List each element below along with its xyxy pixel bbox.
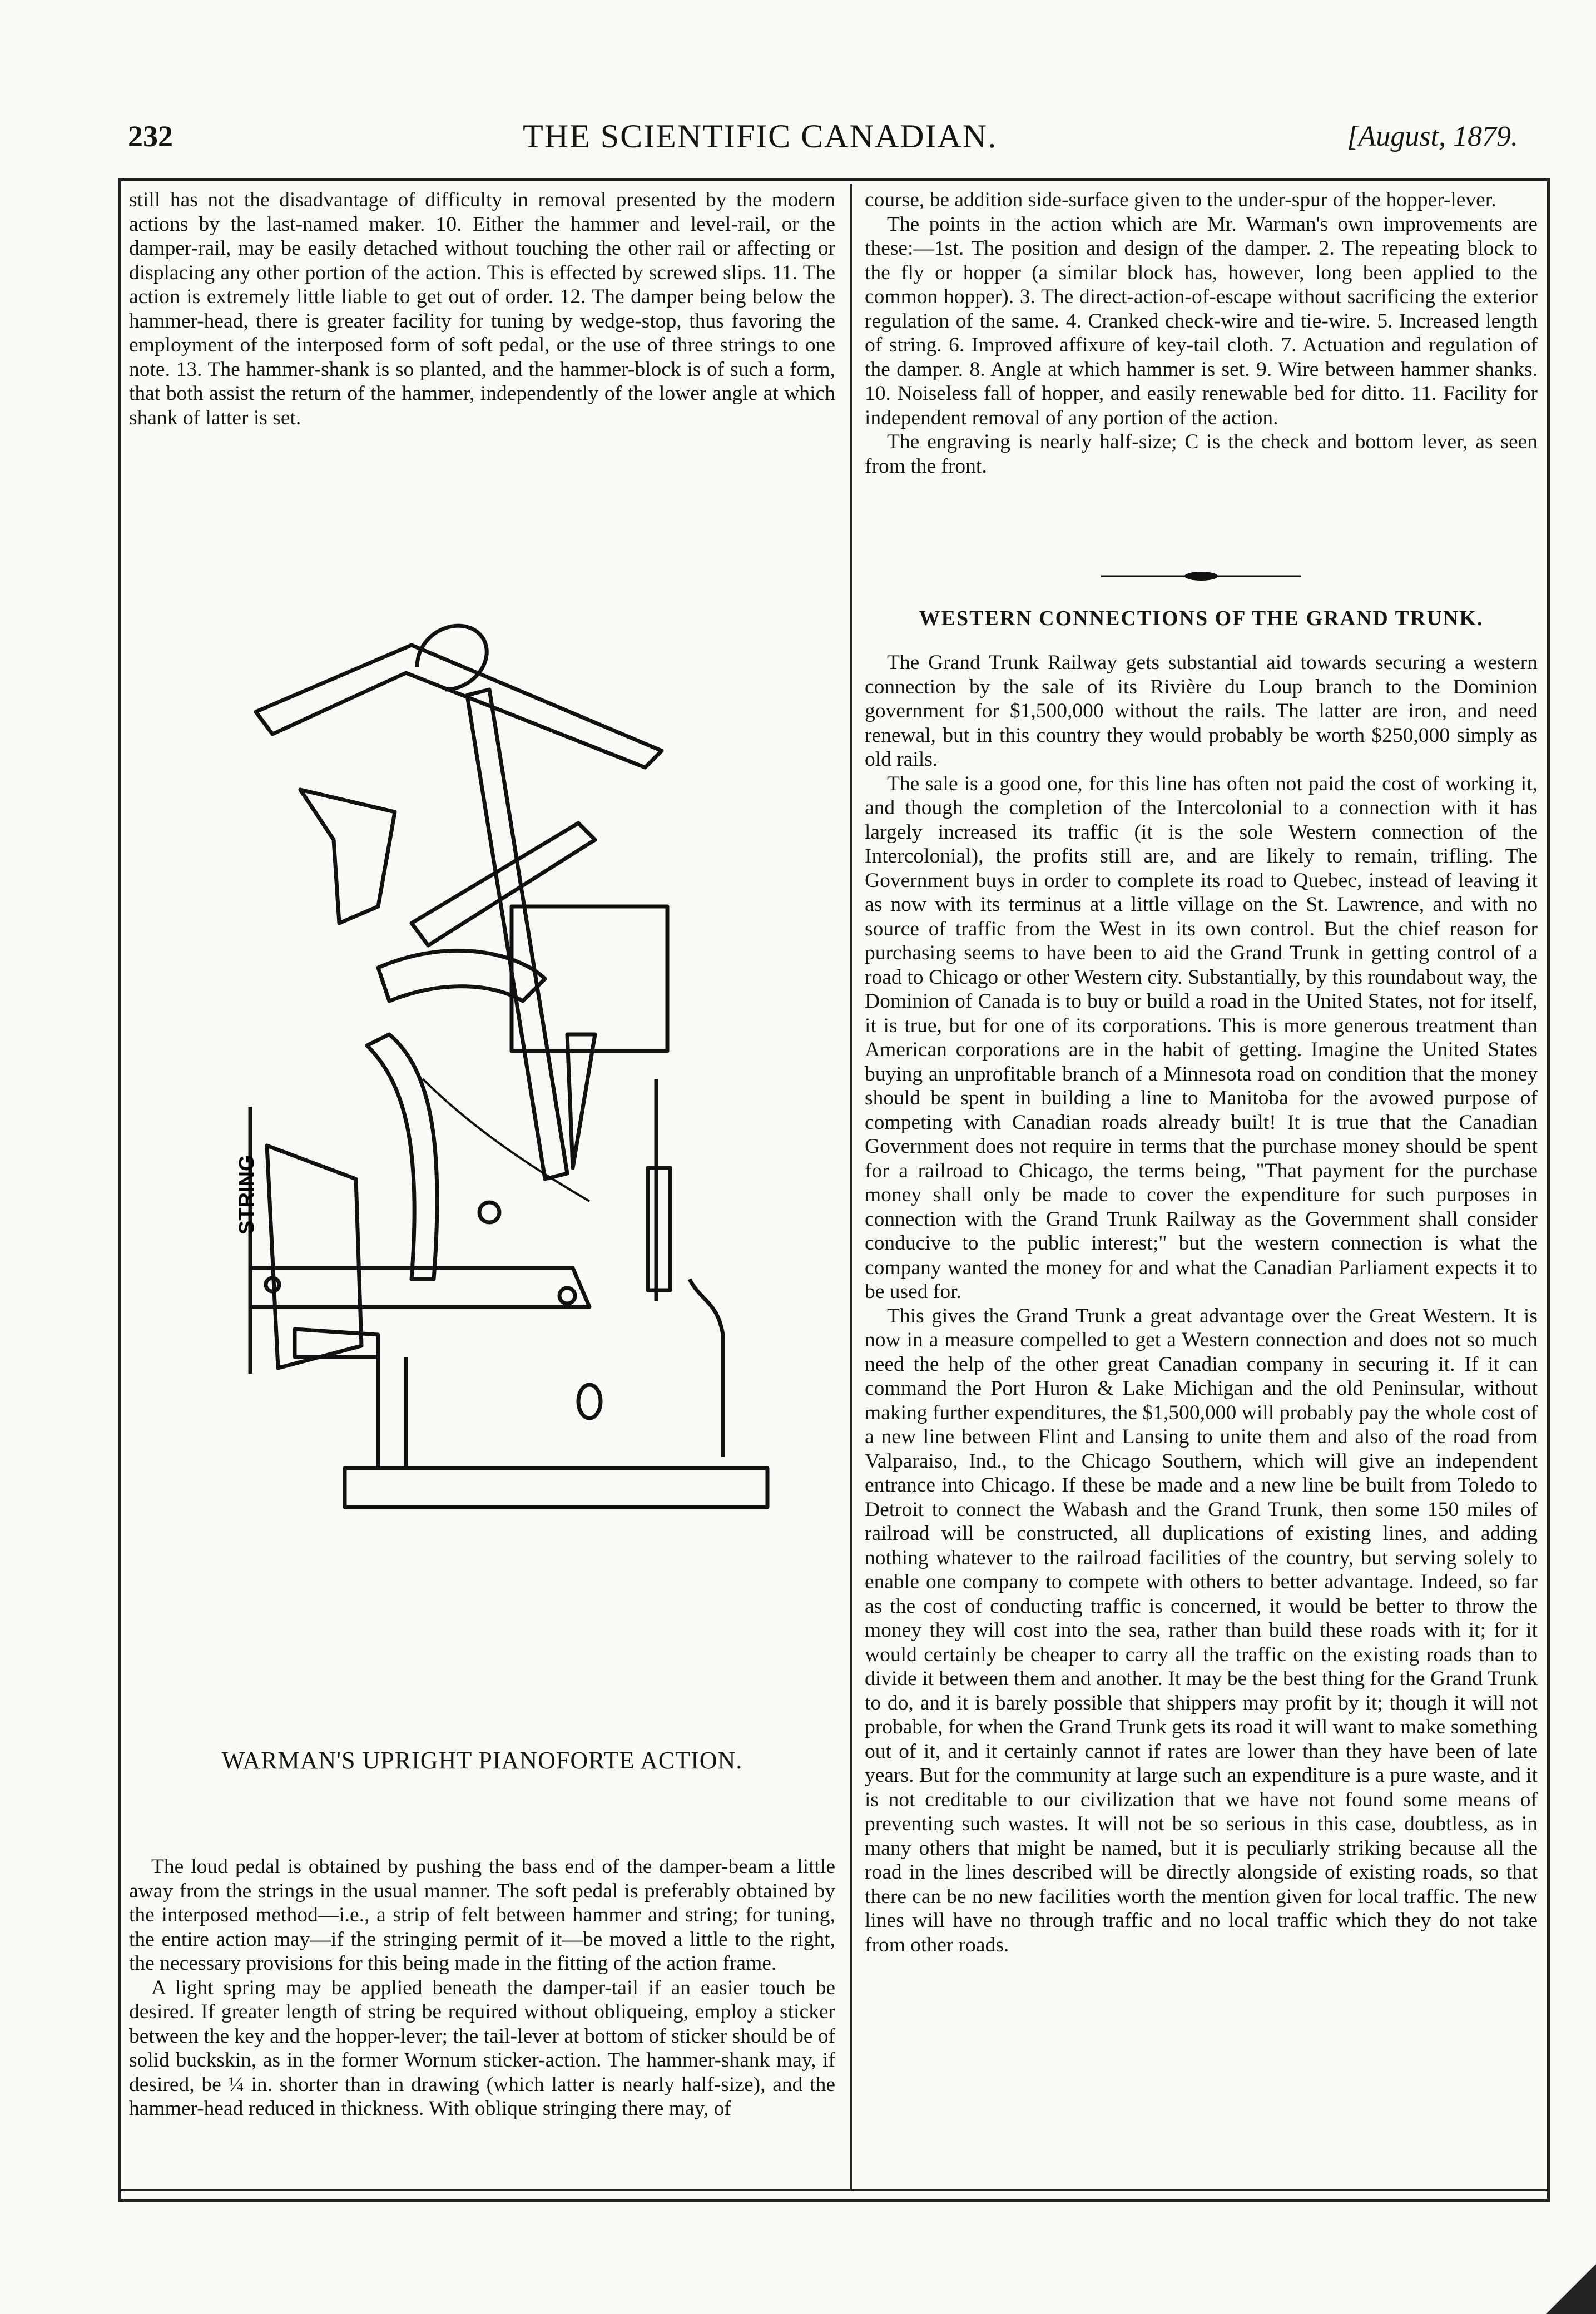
column-divider [850, 184, 852, 2191]
paragraph: still has not the disadvantage of difficulty in removal presented by the modern actions by the last-named maker. 10. Either the hammer and level-rail, or the damper-rail, may be easily detached without touching the other rail or affecting or displacing any other portion of the action. This is effected by screwed slips. 11. The action is extremely little liable to get out of order. 12. The damper being below the hammer-head, there is greater facility for tuning by wedge-stop, thus favoring the employment of the interposed form of soft pedal, or the use of three strings to one note. 13. The hammer-shank is so planted, and the hammer-block is of such a form, that both assist the return of the hammer, independently of the lower angle at which shank of latter is set. [129, 189, 835, 429]
page-header [128, 111, 1518, 161]
damper-dart [567, 1034, 595, 1168]
action-rail [250, 1268, 589, 1307]
hammer-shank [467, 690, 567, 1179]
paragraph: A light spring may be applied beneath the damper-tail if an easier touch be desired. If greater length of string be required without obliqueing, employ a sticker between the key and the hopper-lever; the tail-lever at bottom of sticker should be of solid buckskin, as in the former Wornum sticker-action. The hammer-shank may, if desired, be ¼ in. shorter than in drawing (which latter is nearly half-size), and the hammer-head reduced in thickness. With oblique stringing there may, of [129, 1976, 835, 2120]
pianoforte-action-engraving [234, 578, 790, 1518]
curved-support [367, 1034, 437, 1279]
right-column-top-text [865, 188, 1538, 478]
paragraph: This gives the Grand Trunk a great advantage over the Great Western. It is now in a measure compelled to get a Western connection and does not so much need the help of the other great Canadian company in securing it. If it can command the Port Huron & Lake Michigan and the old Peninsular, without making further expenditures, the $1,500,000 will probably pay the whole cost of a new line between Flint and Lansing to unite them and also of the road from Valparaiso, Ind., to the Chicago Southern, which will give an independent entrance into Chicago. If these be made and a new line be built from Toledo to Detroit to connect the Wabash and the Grand Trunk, then some 150 miles of railroad will be constructed, all duplications of existing lines, and adding nothing whatever to the railroad facilities of the country, but serving solely to enable one company to compete with others to better advantage. Indeed, so far as the cost of conducting traffic is concerned, it would be better to throw the money they will cost into the sea, rather than build these roads with it; for it would certainly be cheaper to carry all the traffic on the existing roads than to divide it between them and another. It may be the best thing for the Grand Trunk to do, and it is barely possible that shippers may profit by it; though it will not probable, for when the Grand Trunk gets its road it will want to make something out of it, and it certainly cannot if rates are lower than they have been of late years. But for the community at large such an expenditure is a pure waste, and it is not creditable to our civilization that we have not found some means of preventing such wastes. It will not be so serious in this case, doubtless, as in many others that might be named, but it is peculiarly striking because all the road in the lines described will be directly alongside of existing roads, so that there can be no new facilities worth the mention given for local traffic. The new lines will have no through traffic and no local traffic which they do not take from other roads. [865, 1304, 1538, 1956]
base-block [345, 1468, 767, 1507]
tie-wire [690, 1279, 723, 1457]
frame-bottom-rule [121, 2189, 1547, 2191]
page-number: 232 [128, 120, 173, 153]
paragraph: The loud pedal is obtained by pushing the bass end of the damper-beam a little away from the strings in the usual manner. The soft pedal is preferably obtained by the interposed method—i.e., a strip of felt between hammer and string; for tuning, the entire action may—if the stringing permit of it—be moved a little to the right, the necessary provisions for this being made in the fitting of the action frame. [129, 1855, 835, 1975]
section-heading: WESTERN CONNECTIONS OF THE GRAND TRUNK. [919, 607, 1484, 630]
journal-title: THE SCIENTIFIC CANADIAN. [523, 117, 998, 155]
right-column-article-text [865, 651, 1538, 1957]
check-block [300, 790, 395, 923]
spring-wire [423, 1079, 589, 1201]
pivot-screw [559, 1288, 575, 1304]
figure-caption: WARMAN'S UPRIGHT PIANOFORTE ACTION. [221, 1747, 743, 1774]
paragraph: The engraving is nearly half-size; C is the check and bottom lever, as seen from the front. [865, 430, 1538, 478]
paragraph: course, be addition side-surface given to the under-spur of the hopper-lever. [865, 189, 1496, 211]
paragraph: The Grand Trunk Railway gets substantial aid towards securing a western connection by the sale of its Rivière du Loup branch to the Dominion government for $1,500,000 without the rails. The latter are iron, and need renewal, but in this country they would probably be worth $250,000 simply as old rails. [865, 651, 1538, 771]
hopper [378, 950, 545, 1001]
left-column-bottom-text [129, 1855, 835, 2121]
felt-pad [267, 1146, 361, 1368]
regulating-knob [479, 1202, 499, 1222]
damper-arm [256, 645, 662, 767]
page-corner-mark [1535, 2253, 1596, 2314]
section-ornament [1101, 571, 1301, 582]
sticker-block [648, 1168, 670, 1290]
left-column-top-text [129, 188, 835, 430]
check-knob [578, 1385, 601, 1418]
paragraph: The sale is a good one, for this line has often not paid the cost of working it, and though the completion of the Intercolonial to a connection with it has largely increased its traffic (it is the sole Western connection of the Intercolonial), the profits still are, and are likely to remain, trifling. The Government buys in order to complete its road to Quebec, instead of leaving it as now with its terminus at a little village on the St. Lawrence, and with no source of traffic from the West in its own control. But the chief reason for purchasing seems to have been to aid the Grand Trunk in getting control of a road to Chicago or other Western city. Substantially, by this roundabout way, the Dominion of Canada is to buy or build a road in the United States, not for itself, it is true, but for one of its corporations. This is more generous treatment than American corporations are in the habit of getting. Imagine the United States buying an unprofitable branch of a Minnesota road on condition that the money should be spent in building a line to Manitoba for the avowed purpose of competing with Canadian roads already built! It is true that the Canadian Government does not require in terms that the purchase money should be spent for a railroad to Chicago, the terms being, "That payment for the purchase money shall only be made to cover the expenditure for such purposes in connection with the Grand Trunk Railway as the Government shall consider conducive to the public interest;" but the western connection is what the company wanted the money for and what the Canadian Parliament expects it to be used for. [865, 772, 1538, 1303]
paragraph: The points in the action which are Mr. Warman's own improvements are these:—1st. The position and design of the damper. 2. The repeating block to the fly or hopper (a similar block has, however, long been applied to the common hopper). 3. The direct-action-of-escape without sacrificing the exterior regulation of the same. 4. Cranked check-wire and tie-wire. 5. Increased length of string. 6. Improved affixure of key-tail cloth. 7. Actuation and regulation of the damper. 8. Angle at which hammer is set. 9. Wire between hammer shanks. 10. Noiseless fall of hopper, and easily renewable bed for ditto. 11. Facility for independent removal of any portion of the action. [865, 212, 1538, 429]
lever-legs [378, 1357, 406, 1468]
issue-date: [August, 1879. [1347, 120, 1518, 152]
string-label: STRING [235, 1154, 259, 1235]
